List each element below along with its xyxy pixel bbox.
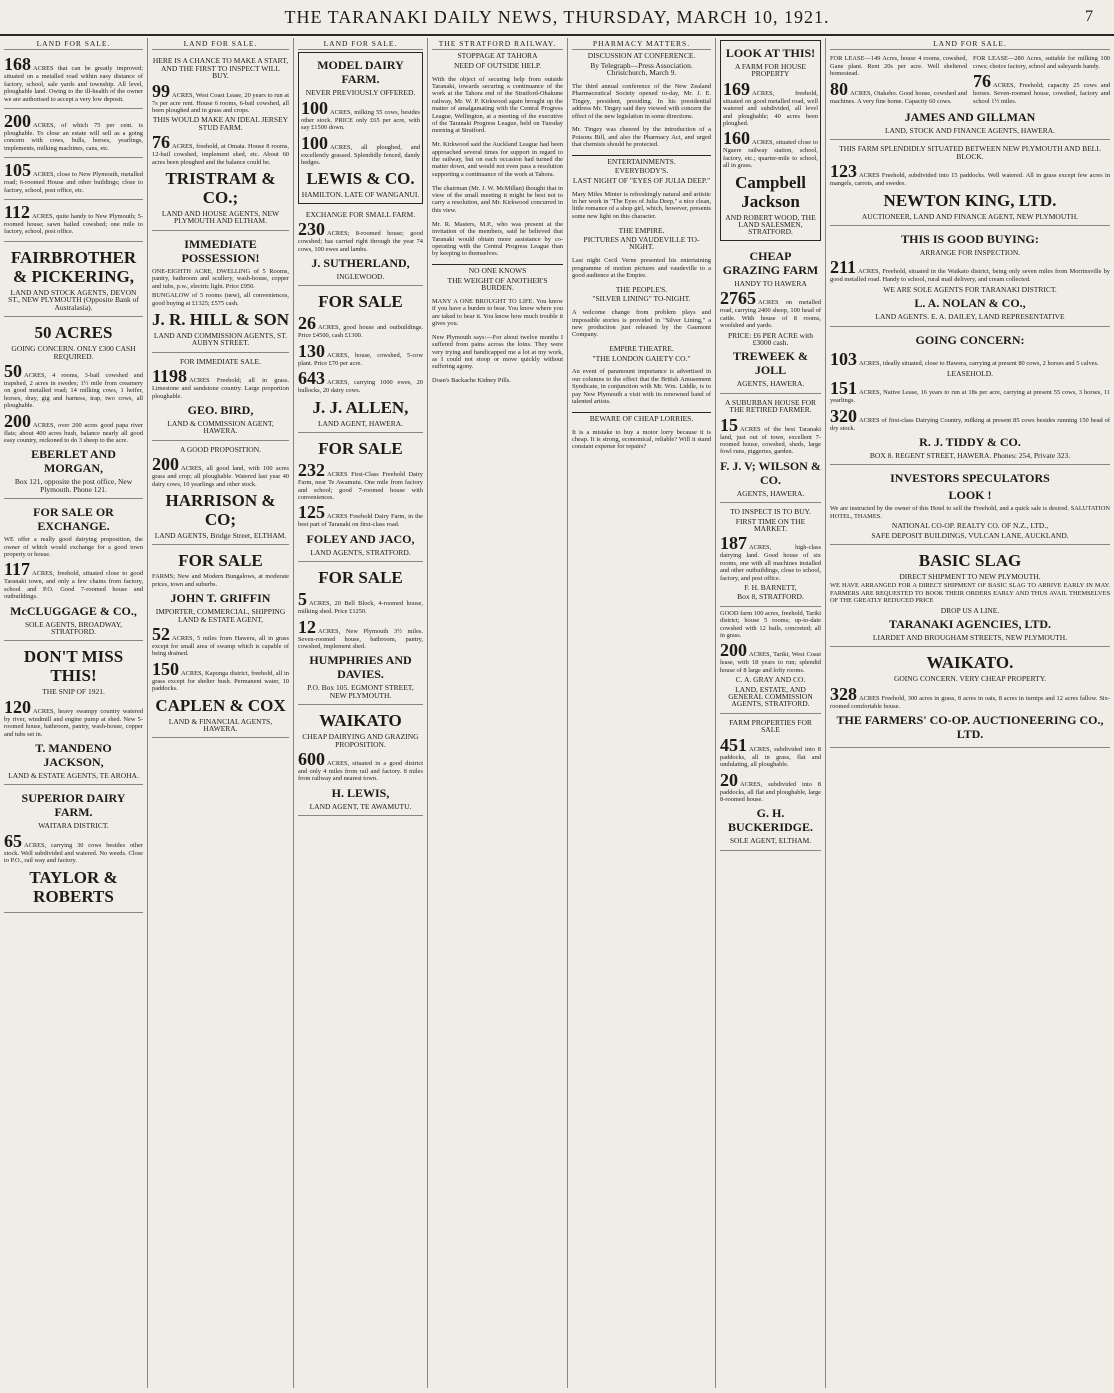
firm-name: J. J. ALLEN,	[312, 397, 409, 417]
ad-text: ACRES; 8-roomed house; good cowshed; has carried right through the year 74 cows, 100 ewes and lambs.	[298, 230, 423, 253]
article-heading: EMPIRE THEATRE.	[609, 344, 674, 354]
article-paragraph: Mary Miles Minter is refreshingly natural and artistic in her work in "The Eyes of Julia Deep," a nice clean, little romance of a shop girl, which, however, presents some new light on this character.	[572, 190, 711, 220]
ad-text: ACRES, subdivided into 8 paddocks, all in grass, flat and undulating, all ploughable.	[720, 745, 821, 769]
ad-text: ACRES First-Class Freehold Dairy Farm, near Te Awamutu. One mile from factory and school; good 7-roomed house with conveniences.	[298, 471, 423, 501]
firm-detail: LAND AND STOCK AGENTS, DEVON ST., NEW PLYMOUTH (Opposite Bank of Australasia).	[8, 287, 139, 312]
ad-text: ACRES, carrying 30 cows besides other stock. Well subdivided and watered. No weeds. Close to P.O., rail way and factory.	[4, 841, 143, 865]
column-4	[428, 38, 568, 1388]
divider	[572, 412, 711, 413]
article-paragraph: With the object of securing help from outside Taranaki, towards securing a continuance of the work at the Tahora end of the Stratford-Ohakune railway, Mr. W. P. Kirkwood again brought up the matter of amalgamating with the Central Progress League, Wellington, at a meeting of the executive of the Taranaki Progress League, held on Tuesday morning at Stratford.	[432, 75, 563, 135]
article-subheading: "SILVER LINING" TO-NIGHT.	[592, 294, 691, 304]
firm-name: TAYLOR & ROBERTS	[29, 867, 118, 906]
ad-heading: BASIC SLAG	[918, 550, 1022, 570]
ad-subheading: LEASEHOLD.	[946, 368, 994, 378]
ad-heading: WAIKATO.	[926, 653, 1014, 673]
ad-heading: TO INSPECT IS TO BUY.	[730, 507, 811, 517]
firm-detail: SOLE AGENT, ELTHAM.	[729, 836, 812, 846]
ad-subheading: THE SNIP OF 1921.	[42, 687, 105, 697]
firm-name: NEWTON KING, LTD.	[883, 190, 1057, 210]
article-byline: By Telegraph—Press Association. Christchurch, March 9.	[590, 60, 693, 78]
ad-text: WE offer a really good dairying proposition, the owner of which would exchange for a good town property or house.	[4, 536, 143, 558]
ad-text: ACRES, Otakeho. Good house, cowshed and machines. A very fine home. Capacity 60 cows.	[830, 89, 967, 105]
ad-heading: FOR SALE	[178, 551, 263, 571]
ad-text: ACRES, ideally situated, close to Hawera, carrying at present 80 cows, 2 horses and 5 calves.	[859, 359, 1099, 367]
masthead	[0, 0, 1114, 36]
ad-text: ACRES, freehold, situated close to good Taranaki town, and only a few chains from factory, school and P.O. Good 7-roomed house and outbuildings.	[4, 570, 143, 601]
firm-detail: AND ROBERT WOOD, THE LAND SALESMEN, STRATFORD.	[725, 212, 816, 237]
ad-text: ACRES, freehold, situated on good metalled road, well watered and subdivided, all level and ploughable; 40 acres been ploughed.	[723, 89, 818, 128]
ad-text: ACRES, quite handy to New Plymouth; 5-roomed house; sawn bailed cowshed; one mile to factory, school, post office.	[4, 213, 143, 236]
ad-text: ACRES that can be greatly improved; situated on a metalled road within easy distance of factory, school, sale yards and township. All level, ploughable land. Owing to the ill-health of the owner we are authorised to accept a very low deposit.	[4, 65, 143, 103]
column-heading: LAND FOR SALE.	[4, 38, 143, 50]
firm-detail: SOLE AGENTS, BROADWAY, STRATFORD.	[24, 619, 123, 636]
article-paragraph: An event of paramount importance is advertised in our columns to the effect that the British Amusement Syndicate, in conjunction with Mr. Wm. Liddle, is to pay New Plymouth a visit with its renowned band of talented artists.	[572, 368, 711, 405]
ad-heading: THIS FARM SPLENDIDLY SITUATED BETWEEN NEW PLYMOUTH AND BELL BLOCK.	[839, 144, 1101, 161]
firm-name: NATIONAL CO-OP. REALTY CO. OF N.Z., LTD.,	[891, 521, 1049, 531]
firm-name: J. SUTHERLAND,	[311, 256, 410, 271]
article-heading: THE PEOPLE'S.	[615, 284, 668, 294]
ad-text: ACRES, all good land, with 100 acres grass and crop; all ploughable. Watered last year 40 dairy cows, 10 yearlings and other stock.	[152, 465, 289, 488]
article-heading: BEWARE OF CHEAP LORRIES.	[589, 413, 694, 423]
ad-heading: THIS IS GOOD BUYING:	[901, 232, 1039, 247]
firm-detail: LAND AND HOUSE AGENTS, NEW PLYMOUTH AND ELTHAM.	[161, 209, 280, 226]
firm-detail: LIARDET AND BROUGHAM STREETS, NEW PLYMOUTH.	[872, 632, 1068, 642]
ad-text: ACRES, 5 miles from Hawera, all in grass except for small area of swamp which is capable of being drained.	[152, 635, 289, 658]
firm-detail: Box 121, opposite the post office, New Plymouth. Phone 121.	[14, 477, 133, 494]
article-paragraph: The third annual conference of the New Zealand Pharmaceutical Society opened to-day, Mr. J. E. Tingey, president, presiding. In his presidential address Mr. Tingey said they viewed with concern the effect of the new legislation in some directions.	[572, 83, 711, 120]
firm-name: Campbell Jackson	[735, 172, 806, 211]
ad-text: ACRES, Kaponga district, freehold, all in grass except for shelter bush. Permanent water, 10 paddocks.	[152, 669, 289, 693]
firm-detail: AGENTS, HAWERA.	[736, 488, 805, 498]
ad-listing	[830, 465, 1110, 545]
ad-text: ACRES, heavy swampy country watered by river, windmill and engine pump at shed. New 5-roomed house, bathroom, pantry, wash-house, copper and tubs set in.	[4, 707, 143, 738]
article-heading: THE EMPIRE.	[618, 225, 665, 235]
ad-listing: 200 ACRES, of which 75 per cent. is ploughable. To close an estate will sell as a going concern with cows, bulls, horses, yearlings, implements, milking machines, cans, etc.	[4, 109, 143, 158]
firm-detail: LAND & COMMISSION AGENT, HAWERA.	[167, 418, 274, 436]
firm-name: FAIRBROTHER & PICKERING,	[10, 247, 137, 286]
ad-heading: FOR SALE OR EXCHANGE.	[33, 505, 114, 534]
ad-subheading: A FARM FOR HOUSE PROPERTY	[735, 62, 806, 79]
firm-name: EBERLET AND MORGAN,	[31, 447, 116, 476]
ad-text: FOR LEASE—149 Acres, house 4 rooms, cowshed, Gane plant. Rent 20s per acre. Well sheltered homestead.	[830, 55, 967, 78]
ad-text: ACRES Freehold Dairy Farm, in the best part of Taranaki on first-class road.	[298, 513, 423, 529]
ad-heading: FOR SALE	[318, 439, 403, 459]
ad-heading: FARM PROPERTIES FOR SALE	[729, 717, 812, 735]
ad-text: ONE-EIGHTH ACRE, DWELLING of 5 Rooms, pantry, bathroom and scullery, wash-house, copper and tubs, p.w., electric light. Price £950.	[152, 267, 289, 290]
ad-text: ACRES, over 200 acres good papa river flats; about 400 acres bush, balance nearly all good easy country, reckoned to do 3 sheep to the acre.	[4, 421, 143, 444]
ad-text: ACRES, close to New Plymouth, metalled road; 6-roomed House and other buildings; close to factory, school, post office, etc.	[4, 171, 143, 194]
ad-listing: WAIKATO. GOING CONCERN. VERY CHEAP PROPERTY. 328 ACRES Freehold, 300 acres in grass, 8 acres in oats, 8 acres in turnips and 12 acres fallow. Six-roomed comfortable house. THE FARMERS' CO-OP. AUCTIONEERING CO., LTD.	[830, 647, 1110, 748]
ad-text: ACRES, high-class dairying land. Good house of six rooms, one with all machines installed and other outbuildings, close to school, factory, and post office.	[720, 544, 821, 582]
ad-heading: FOR IMMEDIATE SALE.	[179, 356, 262, 366]
ad-heading: A GOOD PROPOSITION.	[179, 444, 262, 454]
firm-detail: AGENTS, HAWERA.	[736, 379, 805, 389]
ad-text: ACRES Freehold; all in grass. Limestone and sandstone country. Large proportion ploughable.	[152, 377, 289, 400]
ad-listing: SUPERIOR DAIRY FARM. WAITARA DISTRICT. 65 ACRES, carrying 30 cows besides other stock. Well subdivided and watered. No weeds. Close to P.O., rail way and factory. TAYLOR & ROBERTS	[4, 785, 143, 912]
divider	[432, 264, 563, 265]
ad-text: BUNGALOW of 5 rooms (new), all conveniences, good buying at £1325; £575 cash.	[152, 292, 289, 307]
ad-text: ACRES, of which 75 per cent. is ploughable. To close an estate will sell as a going concern with cows, bulls, horses, yearlings, implements, milking machines, cans, etc.	[4, 122, 143, 152]
ad-text: ACRES, 4 rooms, 3-bail cowshed and trapshed, 2 acres in swedes; 1½ mile from creamery on good metalled road; 14 milking cows, 1 heifer, horses, dray, gig and harness, trap, two cows, all ploughable.	[4, 371, 143, 410]
ad-text: ACRES, West Coast Lease, 20 years to run at 7s per acre rent. House 6 rooms, 6-bail cowshed, all been ploughed and in grass and crops.	[152, 91, 289, 115]
article-subheading: THE WEIGHT OF ANOTHER'S BURDEN.	[447, 275, 548, 292]
column-3	[294, 38, 428, 1388]
ad-text: WE HAVE ARRANGED FOR A DIRECT SHIPMENT OF BASIC SLAG TO ARRIVE EARLY IN MAY. FARMERS ARE REQUESTED TO BOOK THEIR ORDERS EARLY AND THUS AVAIL THEMSELVES OF THE GREATLY REDUCED PRICE	[830, 582, 1110, 605]
ad-text: ACRES, subdivided into 8 paddocks, all flat and ploughable, large 8-roomed house.	[720, 780, 821, 803]
ad-subheading: HANDY TO HAWERA	[734, 278, 807, 288]
ad-heading: IMMEDIATE POSSESSION!	[181, 236, 260, 265]
ad-text: ACRES, Freehold; capacity 25 cows and horses. Seven-roomed house, cowshed, factory and school 1½ miles.	[973, 82, 1110, 105]
ad-text: ACRES on metalled road, carrying 2400 sheep, 100 head of cattle. With house of 8 rooms, woolshed and yards.	[720, 299, 821, 330]
firm-name: L. A. NOLAN & CO.,	[914, 296, 1026, 311]
ad-listing: GOING CONCERN: 103 ACRES, ideally situated, close to Hawera, carrying at present 80 cows, 2 horses and 5 calves. LEASEHOLD. 151 ACRES, Native Lease, 16 years to run at 18s per acre, carrying at present 55 cows, 3 horses, 11 yearlings. 320 ACRES of first-class Dairying Country, milking at present 85 cows besides running 150 head of dry stock. R. J. TIDDY & CO. BOX 8. REGENT STREET, HAWERA. Phones: 254, Private 323.	[830, 327, 1110, 466]
ad-heading: WAIKATO	[319, 711, 402, 731]
column-5	[568, 38, 716, 1388]
article-subheading: NEED OF OUTSIDE HELP.	[453, 60, 542, 70]
article-subheading: STOPPAGE AT TAHORA	[457, 51, 538, 61]
firm-name: F. H. BARNETT,	[744, 583, 797, 592]
column-heading: THE STRATFORD RAILWAY.	[432, 38, 563, 50]
firm-detail: P.O. Box 105. EGMONT STREET, NEW PLYMOUTH.	[307, 683, 414, 700]
ad-listing: WAIKATO CHEAP DAIRYING AND GRAZING PROPOSITION. 600 ACRES, situated in a good district and only 4 miles from rail and factory. 8 miles from railway and nearest town. H. LEWIS, LAND AGENT, TE AWAMUTU.	[298, 705, 423, 816]
ad-heading: MODEL DAIRY FARM.	[317, 58, 404, 87]
column-heading: PHARMACY MATTERS.	[572, 38, 711, 50]
ad-text: ACRES, Freehold, situated in the Waikato district, being only seven miles from Morrinsville by good metalled road. Handy to school, rural mail delivery, and cream collected.	[830, 268, 1110, 284]
column-7	[826, 38, 1114, 1388]
column-2	[148, 38, 294, 1388]
ad-note: WE ARE SOLE AGENTS FOR TARANAKI DISTRICT.	[883, 284, 1057, 294]
firm-detail: INGLEWOOD.	[336, 272, 385, 282]
firm-detail: LAND AGENTS, Bridge Street, ELTHAM.	[154, 530, 287, 540]
article-paragraph: A welcome change from problem plays and impossible stories is provided in "Silver Lining," a new production just released by the Gaumont Company.	[572, 309, 711, 339]
firm-detail: LAND AGENTS. E. A. DAILEY, LAND REPRESENTATIVE	[875, 312, 1065, 322]
page-number: 7	[1085, 8, 1094, 25]
firm-detail: LAND & FINANCIAL AGENTS, HAWERA.	[168, 716, 273, 734]
firm-name: FOLEY AND JACO,	[306, 531, 415, 546]
article-paragraph: Doan's Backache Kidney Pills.	[432, 377, 511, 385]
column-heading: LAND FOR SALE.	[830, 38, 1110, 50]
ad-subheading: LOOK !	[948, 488, 992, 503]
ad-heading: FOR SALE	[318, 568, 403, 588]
ad-text: ACRES, 20 Bell Block, 4-roomed house, milking shed. Price £1250.	[298, 600, 423, 616]
ad-text: GOOD farm 100 acres, freehold, Tariki district; house 5 rooms; up-to-date cowshed with 12 bails, concreted; all in grass.	[720, 609, 821, 640]
ad-subheading: WAITARA DISTRICT.	[38, 821, 109, 831]
ad-heading: GOING CONCERN:	[915, 332, 1025, 347]
ad-listing: GOOD farm 100 acres, freehold, Tariki district; house 5 rooms; up-to-date cowshed with 12 bails, concreted; all in grass. 200 ACRES, Tariki, West Coast lease, with 18 years to run; splendid house of 8 large and lofty rooms. C. A. GRAY AND CO. LAND, ESTATE, AND GENERAL COMMISSION AGENTS, STRATFORD.	[720, 607, 821, 714]
ad-text: ACRES, milking 55 cows, besides other stock. PRICE only £65 per acre, with say £1500 down.	[301, 108, 420, 132]
ad-listing	[152, 231, 289, 353]
firm-name: TARANAKI AGENCIES, LTD.	[888, 616, 1052, 631]
ad-listing: FOR SALE OR EXCHANGE. WE offer a really good dairying proposition, the owner of which would exchange for a good town property or house. 117 ACRES, freehold, situated close to good Taranaki town, and only a few chains from factory, school and P.O. Good 7-roomed house and outbuildings. McCLUGGAGE & CO., SOLE AGENTS, BROADWAY, STRATFORD.	[4, 499, 143, 641]
ad-listing: FOR LEASE—149 Acres, house 4 rooms, cowshed, Gane plant. Rent 20s per acre. Well sheltered homestead. 80 ACRES, Otakeho. Good house, cowshed and machines. A very fine home. Capacity 60 cows. FOR LEASE—280 Acres, suitable for milking 100 cows; choice factory, school and saleyards handy. 76 ACRES, Freehold; capacity 25 cows and horses. Seven-roomed house, cowshed, factory and school 1½ miles. JAMES AND GILLMAN LAND, STOCK AND FINANCE AGENTS, HAWERA.	[830, 52, 1110, 140]
ad-listing: A GOOD PROPOSITION. 200 ACRES, all good land, with 100 acres grass and crop; all ploughable. Watered last year 40 dairy cows, 10 yearlings and other stock. HARRISON & CO; LAND AGENTS, Bridge Street, ELTHAM.	[152, 441, 289, 546]
firm-name: HUMPHRIES AND DAVIES.	[309, 653, 412, 682]
ad-subheading: FIRST TIME ON THE MARKET.	[735, 516, 806, 533]
ad-text: ACRES Freehold, subdivided into 15 paddocks. Well watered. All in grass except few acres in mangels, carrots, and swedes.	[830, 172, 1110, 188]
article-paragraph: MANY A ONE BROUGHT TO LIFE. You know if you have a burden to bear. You know where you are taked to bear it. You know how much trouble it gives you.	[432, 297, 563, 327]
ad-subheading: ARRANGE FOR INSPECTION.	[919, 248, 1021, 258]
ad-listing: THIS IS GOOD BUYING: ARRANGE FOR INSPECTION. 211 ACRES, Freehold, situated in the Waikato district, being only seven miles from Morrinsville by good metalled road. Handy to school, rural mail delivery, and cream collected. WE ARE SOLE AGENTS FOR TARANAKI DISTRICT. L. A. NOLAN & CO., LAND AGENTS. E. A. DAILEY, LAND REPRESENTATIVE	[830, 226, 1110, 327]
ad-heading: A SUBURBAN HOUSE FOR THE RETIRED FARMER.	[724, 397, 817, 415]
ad-text: ACRES, New Plymouth 3½ miles. Seven-roomed house, bathroom, pantry, cowshed, implement shed.	[298, 627, 423, 650]
firm-detail: LAND & ESTATE AGENTS, TE AROHA.	[8, 771, 139, 781]
ad-listing: FOR SALE FARMS; New and Modern Bungalows, at moderate prices, town and suburbs. JOHN T. GRIFFIN IMPORTER, COMMERCIAL, SHIPPING LAND & ESTATE AGENT, 52 ACRES, 5 miles from Hawera, all in grass except for small area of swamp which is capable of being drained. 150 ACRES, Kaponga district, freehold, all in grass except for shelter bush. Permanent water, 10 paddocks. CAPLEN & COX LAND & FINANCIAL AGENTS, HAWERA.	[152, 545, 289, 738]
article-paragraph: Mr. Kirkwood said the Auckland League had been approached several times for support in regard to the railway, but on each occasion had turned the matter down, and would not even pass a resolution supporting a continuance of the work at Tahora.	[432, 141, 563, 178]
firm-name: LEWIS & CO.	[306, 169, 415, 189]
firm-name: JAMES AND GILLMAN	[904, 110, 1036, 125]
firm-detail: HAMILTON. LATE OF WANGANUI.	[301, 190, 420, 200]
ad-text: ACRES, Tariki, West Coast lease, with 18 years to run; splendid house of 8 large and lofty rooms.	[720, 651, 821, 674]
firm-name: F. J. V; WILSON & CO.	[720, 458, 821, 487]
firm-name: HARRISON & CO;	[165, 490, 276, 529]
article-paragraph: Mr. Tingey was cheered by the introduction of a Poisons Bill, and also the Pharmacy Act, and urged that chemists should be protected.	[572, 126, 711, 149]
firm-detail: Box 8, STRATFORD.	[737, 592, 804, 602]
ad-text: ACRES, situated close to Ngaere railway station, school, factory, etc.; quarter-mile to school, all in grass.	[723, 139, 818, 170]
ad-heading: HERE IS A CHANCE TO MAKE A START, AND THE FIRST TO INSPECT WILL BUY.	[152, 56, 289, 81]
column-1	[0, 38, 148, 1388]
article-heading: NO ONE KNOWS	[468, 266, 527, 276]
ad-listing: LOOK AT THIS! A FARM FOR HOUSE PROPERTY 169 ACRES, freehold, situated on good metalled road, well watered and subdivided, all level and ploughable; 40 acres been ploughed. 160 ACRES, situated close to Ngaere railway station, school, factory, etc.; quarter-mile to school, all in grass. Campbell Jackson AND ROBERT WOOD, THE LAND SALESMEN, STRATFORD.	[720, 40, 821, 241]
firm-name: J. R. HILL & SON	[152, 309, 289, 329]
firm-detail: LAND AND COMMISSION AGENTS, ST. AUBYN STREET.	[153, 330, 288, 348]
firm-block	[4, 242, 143, 317]
ad-text: ACRES of the best Taranaki land, just out of town, excellent 7-roomed house, cowshed, sheds, large fowl runs, piggeries, garden.	[720, 425, 821, 456]
ad-listing: 105 ACRES, close to New Plymouth, metalled road; 6-roomed House and other buildings; close to factory, school, post office, etc.	[4, 158, 143, 200]
firm-name: CAPLEN & COX	[155, 695, 286, 715]
firm-name: JOHN T. GRIFFIN	[170, 591, 271, 606]
firm-name: TREWEEK & JOLL	[732, 349, 808, 378]
firm-name: T. MANDENO JACKSON,	[35, 741, 112, 770]
firm-detail: IMPORTER, COMMERCIAL, SHIPPING LAND & ESTATE AGENT,	[155, 607, 286, 624]
ad-listing: FOR SALE 26 ACRES, good house and outbuildings. Price £4500, cash £1300. 130 ACRES, house, cowshed, 5-cow plant. Price £70 per acre. 643 ACRES, carrying 1000 ewes, 20 bullocks, 20 dairy cows. J. J. ALLEN, LAND AGENT, HAWERA.	[298, 286, 423, 433]
ad-subheading: DIRECT SHIPMENT TO NEW PLYMOUTH.	[899, 571, 1041, 581]
article-heading: EVERYBODY'S.	[614, 166, 669, 176]
article-paragraph: The chairman (Mr. J. W. McMillan) thought that in view of the small meeting it might be best not to carry a resolution, and Mr. Kirkwood concurred in this view.	[432, 184, 563, 214]
ad-text: ACRES of first-class Dairying Country, milking at present 85 cows besides running 150 head of dry stock.	[830, 416, 1110, 432]
firm-detail: AUCTIONEER, LAND AND FINANCE AGENT, NEW PLYMOUTH.	[861, 211, 1079, 221]
ad-listing: FOR SALE 5 ACRES, 20 Bell Block, 4-roomed house, milking shed. Price £1250. 12 ACRES, New Plymouth 3½ miles. Seven-roomed house, bathroom, pantry, cowshed, implement shed. HUMPHRIES AND DAVIES. P.O. Box 105. EGMONT STREET, NEW PLYMOUTH.	[298, 562, 423, 705]
article-paragraph: Last night Cecil Verne presented his entertaining programme of motion pictures and vaudeville to a good audience at the Empire.	[572, 257, 711, 280]
firm-detail: LAND, STOCK AND FINANCE AGENTS, HAWERA.	[884, 126, 1056, 136]
ad-listing: DON'T MISS THIS! THE SNIP OF 1921. 120 ACRES, heavy swampy country watered by river, windmill and engine pump at shed. New 5-roomed house, bathroom, pantry, wash-house, copper and tubs set in. T. MANDENO JACKSON, LAND & ESTATE AGENTS, TE AROHA.	[4, 641, 143, 785]
ad-subheading: NEVER PREVIOUSLY OFFERED.	[305, 88, 416, 98]
ad-listing: CHEAP GRAZING FARM HANDY TO HAWERA 2765 ACRES on metalled road, carrying 2400 sheep, 100 head of cattle. With house of 8 rooms, woolshed and yards. PRICE: £6 PER ACRE with £3000 cash. TREWEEK & JOLL AGENTS, HAWERA.	[720, 243, 821, 394]
ad-text: ACRES, all ploughed, and excellently grassed. Splendidly fenced, dandy hedges.	[301, 143, 420, 167]
ad-listing: EXCHANGE FOR SMALL FARM. 230 ACRES; 8-roomed house; good cowshed; has carried right through the year 74 cows, 100 ewes and lambs. J. SUTHERLAND, INGLEWOOD.	[298, 206, 423, 287]
firm-name: R. J. TIDDY & CO.	[919, 434, 1021, 449]
column-6	[716, 38, 826, 1388]
ad-listing: 168 ACRES that can be greatly improved; situated on a metalled road within easy distance of factory, school, sale yards and township. All level, ploughable land. Owing to the ill-health of the owner we are authorised to accept a very low deposit.	[4, 52, 143, 109]
article-subheading: DISCUSSION AT CONFERENCE.	[587, 51, 696, 61]
ad-note: DROP US A LINE.	[940, 605, 1000, 615]
article-paragraph: It is a mistake to buy a motor lorry because it is cheap. It is strong, economical, reliable? Will it stand constant expense for repairs?	[572, 428, 711, 451]
firm-detail: LAND AGENTS, STRATFORD.	[310, 547, 411, 557]
ad-listing: FOR IMMEDIATE SALE. 1198 ACRES Freehold; all in grass. Limestone and sandstone country. Large proportion ploughable. GEO. BIRD, LAND & COMMISSION AGENT, HAWERA.	[152, 353, 289, 441]
firm-detail: LAND AGENT, TE AWAMUTU.	[309, 801, 412, 811]
firm-detail: SAFE DEPOSIT BUILDINGS, VULCAN LANE, AUCKLAND.	[871, 530, 1069, 540]
ad-listing: MODEL DAIRY FARM. NEVER PREVIOUSLY OFFERED. 100 ACRES, milking 55 cows, besides other stock. PRICE only £65 per acre, with say £1500 down. 100 ACRES, all ploughed, and excellently grassed. Splendidly fenced, dandy hedges. LEWIS & CO. HAMILTON. LATE OF WANGANUI.	[298, 52, 423, 203]
ad-heading: CHEAP GRAZING FARM	[722, 248, 819, 277]
firm-name: C. A. GRAY AND CO.	[735, 675, 806, 685]
ad-subheading: GOING CONCERN. ONLY £300 CASH REQUIRED.	[11, 344, 136, 361]
ad-heading: INVESTORS SPECULATORS	[890, 471, 1050, 486]
ad-text: ACRES Freehold, 300 acres in grass, 8 acres in oats, 8 acres in turnips and 12 acres fallow. Six-roomed comfortable house.	[830, 694, 1110, 710]
ad-listing: FOR SALE 232 ACRES First-Class Freehold Dairy Farm, near Te Awamutu. One mile from factory and school; good 7-roomed house with conveniences. 125 ACRES Freehold Dairy Farm, in the best part of Taranaki on first-class road. FOLEY AND JACO, LAND AGENTS, STRATFORD.	[298, 433, 423, 562]
ad-text: ACRES, good house and outbuildings. Price £4500, cash £1300.	[298, 324, 423, 340]
ad-listing: 112 ACRES, quite handy to New Plymouth; 5-roomed house; sawn bailed cowshed; one mile to factory, school, post office.	[4, 200, 143, 242]
ad-subheading: CHEAP DAIRYING AND GRAZING PROPOSITION.	[302, 732, 419, 749]
firm-name: TRISTRAM & CO.;	[165, 169, 276, 208]
firm-name: H. LEWIS,	[331, 785, 390, 800]
ad-price: PRICE: £6 PER ACRE with £3000 cash.	[727, 330, 814, 347]
firm-detail: BOX 8. REGENT STREET, HAWERA. Phones: 254, Private 323.	[869, 450, 1071, 460]
firm-name: McCLUGGAGE & CO.,	[10, 603, 137, 618]
column-heading: LAND FOR SALE.	[298, 38, 423, 50]
ad-heading: 50 ACRES	[34, 323, 113, 343]
ad-text: ACRES, freehold, at Omata. House 8 rooms, 12-bail cowshed, implement shed, etc. About 60 acres been ploughed and the balance could be.	[152, 143, 289, 166]
article-subheading: "THE LONDON GAIETY CO."	[592, 353, 691, 363]
ad-text: FARMS; New and Modern Bungalows, at moderate prices, town and suburbs.	[152, 573, 289, 588]
ad-listing: FARM PROPERTIES FOR SALE 451 ACRES, subdivided into 8 paddocks, all in grass, flat and undulating, all ploughable. 20 ACRES, subdivided into 8 paddocks, all flat and ploughable, large 8-roomed house. G. H. BUCKERIDGE. SOLE AGENT, ELTHAM.	[720, 714, 821, 851]
ad-listing: 50 ACRES GOING CONCERN. ONLY £300 CASH REQUIRED. 50 ACRES, 4 rooms, 3-bail cowshed and trapshed, 2 acres in swedes; 1½ mile from creamery on good metalled road; 14 milking cows, 1 heifer, horses, dray, gig and harness, trap, two cows, all ploughable. 200 ACRES, over 200 acres good papa river flats; about 400 acres bush, balance nearly all good easy country, reckoned to do 3 sheep to the acre. EBERLET AND MORGAN, Box 121, opposite the post office, New Plymouth. Phone 121.	[4, 317, 143, 499]
ad-heading: FOR SALE	[318, 292, 403, 312]
ad-text: FOR LEASE—280 Acres, suitable for milking 100 cows; choice factory, school and saleyards handy.	[973, 55, 1110, 70]
ad-text: ACRES, Native Lease, 16 years to run at 18s per acre, carrying at present 55 cows, 3 horses, 11 yearlings.	[830, 389, 1110, 405]
divider	[572, 155, 711, 156]
article-paragraph: Mr. R. Masters, M.P., who was present at the invitation of the members, said he believed that Taranaki would obtain more assistance by co-operating with the Central Progress League than by keeping to themselves.	[432, 220, 563, 258]
ad-subheading: THIS WOULD MAKE AN IDEAL JERSEY STUD FARM.	[152, 115, 289, 132]
section-heading: ENTERTAINMENTS.	[607, 157, 676, 167]
firm-name: G. H. BUCKERIDGE.	[727, 806, 813, 835]
ad-listing: HERE IS A CHANCE TO MAKE A START, AND THE FIRST TO INSPECT WILL BUY. 99 ACRES, West Coast Lease, 20 years to run at 7s per acre rent. House 6 rooms, 6-bail cowshed, all been ploughed and in grass and crops. THIS WOULD MAKE AN IDEAL JERSEY STUD FARM. 76 ACRES, freehold, at Omata. House 8 rooms, 12-bail cowshed, implement shed, etc. About 60 acres been ploughed and the balance could be. TRISTRAM & CO.; LAND AND HOUSE AGENTS, NEW PLYMOUTH AND ELTHAM.	[152, 52, 289, 230]
ad-text: ACRES, carrying 1000 ewes, 20 bullocks, 20 dairy cows.	[298, 379, 423, 395]
ad-heading: SUPERIOR DAIRY FARM.	[21, 791, 126, 820]
article-subheading: PICTURES AND VAUDEVILLE TO-NIGHT.	[583, 235, 700, 252]
ad-heading: DON'T MISS THIS!	[23, 647, 124, 686]
ad-subheading: GOING CONCERN. VERY CHEAP PROPERTY.	[893, 674, 1047, 684]
ad-heading: EXCHANGE FOR SMALL FARM.	[305, 209, 416, 219]
ad-listing: A SUBURBAN HOUSE FOR THE RETIRED FARMER. 15 ACRES of the best Taranaki land, just out of town, excellent 7-roomed house, cowshed, sheds, large fowl runs, piggeries, garden. F. J. V; WILSON & CO. AGENTS, HAWERA.	[720, 394, 821, 503]
ad-text: ACRES, situated in a good district and only 4 miles from rail and factory. 8 miles from railway and nearest town.	[298, 759, 423, 783]
ad-text: ACRES, house, cowshed, 5-cow plant. Price £70 per acre.	[298, 351, 423, 367]
firm-name: THE FARMERS' CO-OP. AUCTIONEERING CO., LTD.	[836, 713, 1104, 742]
firm-detail: LAND, ESTATE, AND GENERAL COMMISSION AGENTS, STRATFORD.	[728, 684, 813, 709]
ad-text: We are instructed by the owner of this Hotel to sell the Freehold, and a quick sale is desired. SALUTATION HOTEL, THAMES.	[830, 505, 1110, 520]
ad-listing: TO INSPECT IS TO BUY. FIRST TIME ON THE MARKET. 187 ACRES, high-class dairying land. Good house of six rooms, one with all machines installed and other outbuildings, close to school, factory, and post office. F. H. BARNETT, Box 8, STRATFORD.	[720, 503, 821, 607]
article-paragraph: New Plymouth says:—For about twelve months I suffered from pains across the loins. They were very trying and handicapped me a lot at my work, as I could not stoop or move quickly without suffering agony.	[432, 333, 563, 371]
column-heading: LAND FOR SALE.	[152, 38, 289, 50]
firm-name: GEO. BIRD,	[187, 402, 254, 417]
article-subheading: LAST NIGHT OF "EYES OF JULIA DEEP."	[572, 175, 711, 185]
masthead-title: THE TARANAKI DAILY NEWS, THURSDAY, MARCH 10, 1921.	[284, 7, 830, 27]
ad-listing	[830, 545, 1110, 647]
ad-listing: THIS FARM SPLENDIDLY SITUATED BETWEEN NEW PLYMOUTH AND BELL BLOCK. 123 ACRES Freehold, subdivided into 15 paddocks. Well watered. All in grass except few acres in mangels, carrots, and swedes. NEWTON KING, LTD. AUCTIONEER, LAND AND FINANCE AGENT, NEW PLYMOUTH.	[830, 140, 1110, 226]
firm-detail: LAND AGENT, HAWERA.	[317, 418, 404, 428]
ad-heading: LOOK AT THIS!	[725, 46, 816, 60]
